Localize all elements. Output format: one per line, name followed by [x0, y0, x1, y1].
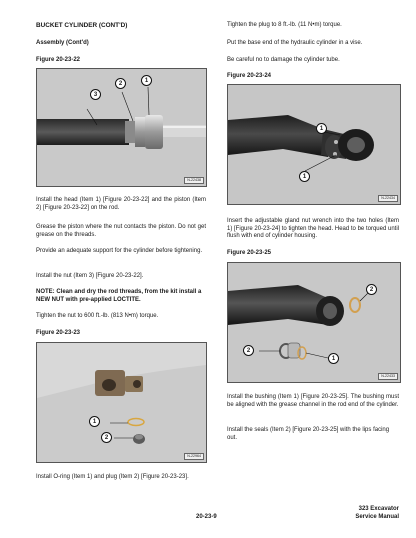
paragraph: Provide an adequate support for the cylinder before tightening. [36, 248, 203, 254]
figure-20-23-22 [36, 68, 207, 187]
footer-model: 323 Excavator [358, 506, 399, 512]
footer-manual: Service Manual [355, 514, 399, 520]
figure-id: N-22434 [378, 195, 398, 202]
figure-20-23-22-label: Figure 20-23-22 [36, 57, 81, 63]
callout-2: 2 [366, 284, 377, 295]
callout-2: 2 [115, 78, 126, 89]
callout-2: 2 [101, 432, 112, 443]
callout-1: 1 [141, 75, 152, 86]
figure-20-23-25-label: Figure 20-23-25 [227, 250, 272, 256]
figure-20-23-24 [227, 84, 401, 205]
page-number: 20-23-9 [196, 514, 217, 520]
figure-20-23-24-label: Figure 20-23-24 [227, 73, 272, 79]
paragraph: Install the seals (Item 2) [Figure 20-23-25] with the lips facing out. [227, 427, 390, 441]
figure-id: N-22964 [184, 453, 204, 460]
paragraph: Install O-ring (Item 1) and plug (Item 2) [Figure 20-23-23]. [36, 474, 189, 480]
figure-20-23-23 [36, 342, 207, 463]
callout-3: 3 [90, 89, 101, 100]
paragraph: Be careful no to damage the cylinder tube. [227, 57, 340, 63]
callout-1: 1 [316, 123, 327, 134]
subsection-title: Assembly (Cont'd) [36, 40, 89, 46]
note: NOTE: Clean and dry the rod threads, from the kit install a NEW NUT with pre-applied LOCTITE. [36, 289, 202, 303]
callout-2: 2 [243, 345, 254, 356]
cylinder-rod-end-photo [228, 263, 400, 382]
figure-20-23-25 [227, 262, 401, 383]
paragraph: Tighten the plug to 8 ft.-lb. (11 N•m) torque. [227, 22, 342, 28]
figure-id: N-22438 [184, 177, 204, 184]
cylinder-plug-photo [37, 343, 206, 462]
section-title: BUCKET CYLINDER (CONT'D) [36, 22, 128, 29]
callout-1: 1 [89, 416, 100, 427]
figure-id: N-22433 [378, 373, 398, 380]
paragraph: Grease the piston where the nut contacts the piston. Do not get grease on the threads. [36, 224, 206, 238]
callout-1: 1 [328, 353, 339, 364]
paragraph: Put the base end of the hydraulic cylinder in a vise. [227, 40, 363, 46]
paragraph: Insert the adjustable gland nut wrench into the two holes (Item 1) [Figure 20-23-24] to tighten the head. Head to be torqued until flush with end of cylinder housing. [227, 218, 399, 240]
paragraph: Tighten the nut to 600 ft.-lb. (813 N•m) torque. [36, 313, 159, 319]
figure-20-23-23-label: Figure 20-23-23 [36, 330, 81, 336]
paragraph: Install the bushing (Item 1) [Figure 20-23-25]. The bushing must be aligned with the grease channel in the rod end of the cylinder. [227, 394, 399, 408]
paragraph: Install the nut (Item 3) [Figure 20-23-22]. [36, 273, 144, 279]
cylinder-head-photo [228, 85, 400, 204]
paragraph: Install the head (Item 1) [Figure 20-23-22] and the piston (Item 2) [Figure 20-23-22] on the rod. [36, 197, 206, 211]
callout-1: 1 [299, 171, 310, 182]
